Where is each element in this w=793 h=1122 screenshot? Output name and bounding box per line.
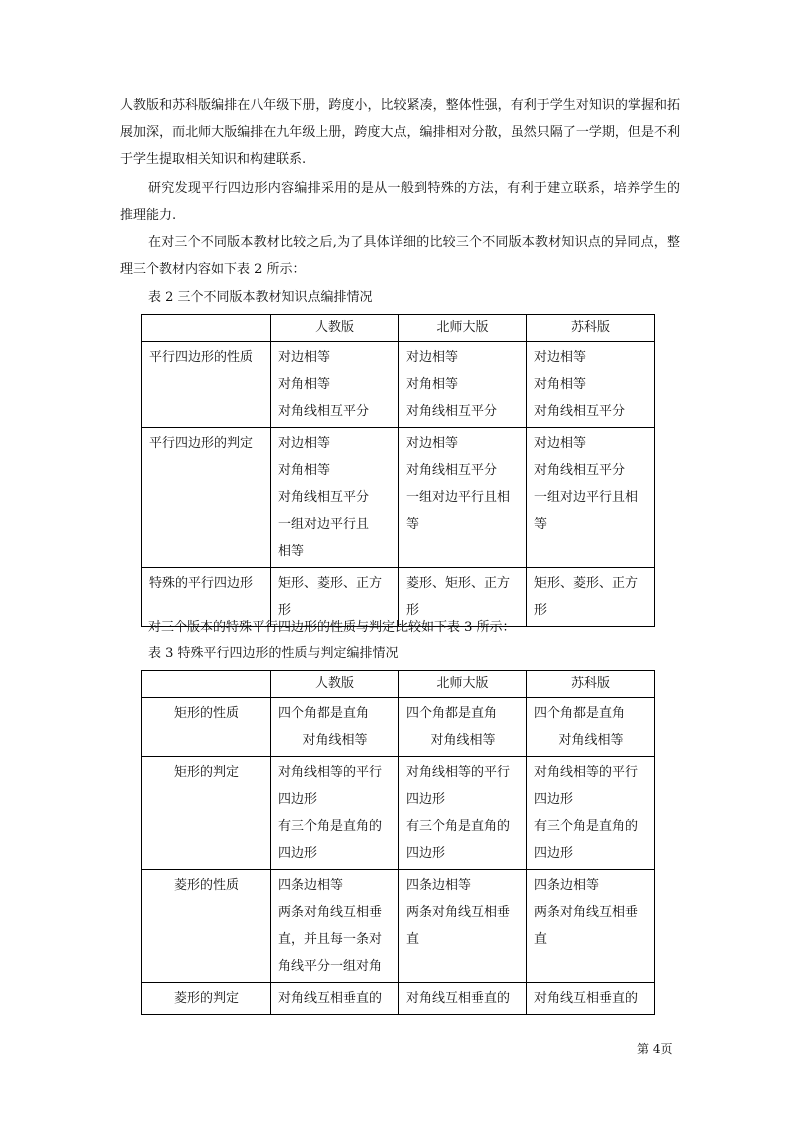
cell-line: 四条边相等 xyxy=(278,878,344,893)
cell-line: 形 xyxy=(534,603,548,618)
cell-line: 一组对边平行且 xyxy=(278,517,370,532)
cell-line: 四个角都是直角 xyxy=(278,706,370,721)
table-cell xyxy=(399,428,527,568)
cell-line: 对边相等 xyxy=(406,350,459,365)
cell-line: 四边形 xyxy=(406,846,446,861)
table-cell xyxy=(527,342,655,428)
cell-line: 对角线相互平分 xyxy=(406,463,498,478)
table-cell xyxy=(527,983,655,1015)
row-label: 矩形的性质 xyxy=(142,698,271,757)
cell-line: 直 xyxy=(534,932,548,947)
cell-line: 对角线相互平分 xyxy=(534,463,626,478)
cell-line: 对角线互相垂直的 xyxy=(534,991,639,1006)
cell-line: 对边相等 xyxy=(278,350,331,365)
table-header-row xyxy=(142,671,655,698)
page-number: 第 4页 xyxy=(637,1042,673,1056)
header-cell: 苏科版 xyxy=(527,671,655,698)
cell-line: 对角线互相垂直的 xyxy=(278,991,383,1006)
cell-line: 两条对角线互相垂 xyxy=(406,905,511,920)
table-cell xyxy=(271,983,399,1015)
table-cell xyxy=(399,983,527,1015)
cell-line: 四边形 xyxy=(534,846,574,861)
paragraph-2: 研究发现平行四边形内容编排采用的是从一般到特殊的方法，有利于建立联系，培养学生的推理能力. xyxy=(120,181,680,223)
cell-line: 两条对角线互相垂 xyxy=(534,905,639,920)
table-row xyxy=(142,428,655,568)
cell-line: 四条边相等 xyxy=(406,878,472,893)
table-cell xyxy=(399,342,527,428)
cell-line: 对角相等 xyxy=(534,377,587,392)
cell-line: 对边相等 xyxy=(406,436,459,451)
cell-line: 等 xyxy=(406,517,420,532)
table-cell xyxy=(527,698,655,757)
table-row xyxy=(142,757,655,870)
cell-line: 直 xyxy=(406,932,420,947)
cell-line: 矩形、菱形、正方 xyxy=(534,576,639,591)
row-label: 特殊的平行四边形 xyxy=(142,568,271,627)
cell-line: 四个角都是直角 xyxy=(534,706,626,721)
cell-line: 对角线相等的平行 xyxy=(278,765,383,780)
cell-line: 四条边相等 xyxy=(534,878,600,893)
cell-line: 对角线相互平分 xyxy=(406,404,498,419)
table-3 xyxy=(141,670,655,1015)
table-cell xyxy=(527,757,655,870)
cell-line: 对角线相等 xyxy=(558,733,624,748)
cell-line: 对角线相等的平行 xyxy=(534,765,639,780)
cell-line: 对边相等 xyxy=(534,436,587,451)
cell-line: 角线平分一组对角 xyxy=(278,959,383,974)
cell-line: 对角线相等的平行 xyxy=(406,765,511,780)
table-cell xyxy=(399,757,527,870)
cell-line: 有三个角是直角的 xyxy=(534,819,639,834)
header-cell: 人教版 xyxy=(271,671,399,698)
cell-line: 对角线相互平分 xyxy=(534,404,626,419)
table-2 xyxy=(141,314,655,627)
table-row xyxy=(142,698,655,757)
cell-line: 两条对角线互相垂 xyxy=(278,905,383,920)
header-cell-empty xyxy=(142,671,271,698)
cell-line: 对角线相等 xyxy=(430,733,496,748)
cell-line: 形 xyxy=(278,603,292,618)
table2-caption: 表 2 三个不同版本教材知识点编排情况 xyxy=(148,290,373,305)
cell-line: 对角相等 xyxy=(406,377,459,392)
table-cell xyxy=(271,342,399,428)
header-cell-empty xyxy=(142,315,271,342)
cell-line: 对角相等 xyxy=(278,463,331,478)
between-text: 对三个版本的特殊平行四边形的性质与判定比较如下表 3 所示： xyxy=(148,620,516,635)
cell-line: 对边相等 xyxy=(534,350,587,365)
cell-line: 对角线相等 xyxy=(302,733,368,748)
cell-line: 有三个角是直角的 xyxy=(278,819,383,834)
table-cell xyxy=(527,568,655,627)
header-cell: 人教版 xyxy=(271,315,399,342)
table-row xyxy=(142,983,655,1015)
cell-line: 对角线相互平分 xyxy=(278,404,370,419)
row-label: 矩形的判定 xyxy=(142,757,271,870)
table-cell xyxy=(271,757,399,870)
table-cell xyxy=(527,428,655,568)
cell-line: 四个角都是直角 xyxy=(406,706,498,721)
cell-line: 四边形 xyxy=(278,792,318,807)
table-cell xyxy=(399,870,527,983)
paragraph-1: 人教版和苏科版编排在八年级下册，跨度小，比较紧凑，整体性强，有利于学生对知识的掌握和拓展加深，而北师大版编排在九年级上册，跨度大点，编排相对分散，虽然只隔了一学期，但是不利于学生提取相关知识和构建联系. xyxy=(120,98,680,167)
table-cell xyxy=(271,428,399,568)
table-row xyxy=(142,342,655,428)
cell-line: 有三个角是直角的 xyxy=(406,819,511,834)
cell-line: 对角线互相垂直的 xyxy=(406,991,511,1006)
cell-line: 对边相等 xyxy=(278,436,331,451)
paragraph-3: 在对三个不同版本教材比较之后,为了具体详细的比较三个不同版本教材知识点的异同点，整理三个教材内容如下表 2 所示： xyxy=(120,235,680,277)
cell-line: 一组对边平行且相 xyxy=(406,490,511,505)
table3-caption: 表 3 特殊平行四边形的性质与判定编排情况 xyxy=(148,646,399,661)
table-cell xyxy=(399,698,527,757)
cell-line: 一组对边平行且相 xyxy=(534,490,639,505)
table-row xyxy=(142,870,655,983)
cell-line: 相等 xyxy=(278,544,305,559)
cell-line: 对角线相互平分 xyxy=(278,490,370,505)
cell-line: 形 xyxy=(406,603,420,618)
cell-line: 对角相等 xyxy=(278,377,331,392)
row-label: 平行四边形的判定 xyxy=(142,428,271,568)
table-cell xyxy=(527,870,655,983)
cell-line: 四边形 xyxy=(278,846,318,861)
cell-line: 矩形、菱形、正方 xyxy=(278,576,383,591)
cell-line: 四边形 xyxy=(406,792,446,807)
cell-line: 直，并且每一条对 xyxy=(278,932,383,947)
row-label: 菱形的判定 xyxy=(142,983,271,1015)
row-label: 平行四边形的性质 xyxy=(142,342,271,428)
header-cell: 苏科版 xyxy=(527,315,655,342)
cell-line: 四边形 xyxy=(534,792,574,807)
table-cell xyxy=(271,698,399,757)
header-cell: 北师大版 xyxy=(399,315,527,342)
header-cell: 北师大版 xyxy=(399,671,527,698)
table-header-row xyxy=(142,315,655,342)
row-label: 菱形的性质 xyxy=(142,870,271,983)
cell-line: 菱形、矩形、正方 xyxy=(406,576,511,591)
cell-line: 等 xyxy=(534,517,548,532)
table-cell xyxy=(271,870,399,983)
